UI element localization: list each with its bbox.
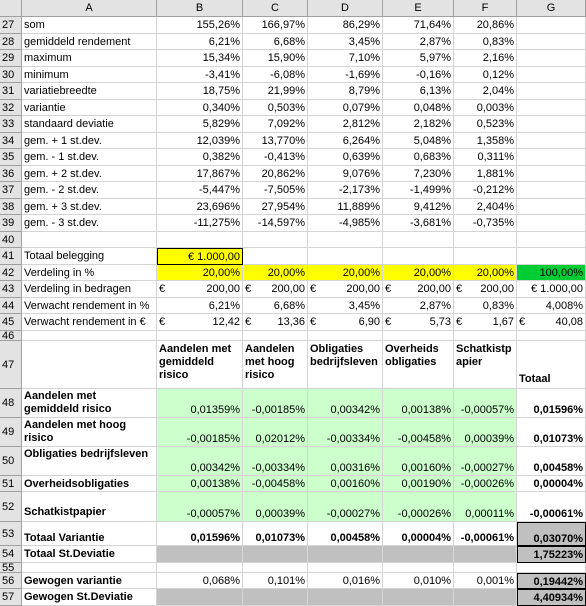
cell-value[interactable]: 20,00% xyxy=(157,265,243,282)
cell-value[interactable]: 15,90% xyxy=(243,50,308,67)
total-cell[interactable] xyxy=(517,314,586,331)
cell-value[interactable]: 9,412% xyxy=(383,199,454,216)
cell-value[interactable]: 2,404% xyxy=(454,199,517,216)
cell-value[interactable]: 20,00% xyxy=(308,265,383,282)
matrix-row-total[interactable]: 0,01596% xyxy=(517,389,586,418)
cell-value[interactable]: -2,173% xyxy=(308,182,383,199)
row-header[interactable]: 28 xyxy=(0,34,22,51)
grey-cell[interactable] xyxy=(243,589,308,606)
row-label[interactable]: gem. + 2 st.dev. xyxy=(22,166,157,183)
row-label[interactable]: Gewogen variantie xyxy=(22,573,157,590)
row-header[interactable]: 46 xyxy=(0,331,22,341)
cell-value[interactable]: 0,639% xyxy=(308,149,383,166)
weighted-variance-total[interactable]: 0,19442% xyxy=(517,573,586,590)
cell-value[interactable]: -0,735% xyxy=(454,215,517,232)
cell-value[interactable] xyxy=(454,281,517,298)
cell-value[interactable]: 0,683% xyxy=(383,149,454,166)
total-variance-sum[interactable]: 0,03070% xyxy=(517,522,586,546)
cell-value[interactable]: -14,597% xyxy=(243,215,308,232)
grey-cell[interactable] xyxy=(383,589,454,606)
row-header[interactable]: 42 xyxy=(0,265,22,282)
grey-cell[interactable] xyxy=(454,546,517,563)
amount: 12,42 xyxy=(212,316,240,328)
matrix-cell[interactable]: 0,00160% xyxy=(308,476,383,493)
matrix-row-total[interactable]: -0,00061% xyxy=(517,492,586,522)
total-cell[interactable] xyxy=(517,83,586,100)
amount: 1,67 xyxy=(492,316,514,328)
matrix-row-label[interactable]: Aandelen met gemiddeld risico xyxy=(22,389,157,418)
row-header[interactable]: 52 xyxy=(0,492,22,522)
empty-cell[interactable] xyxy=(454,563,517,573)
cell-value[interactable]: -0,413% xyxy=(243,149,308,166)
cell-value[interactable]: 21,99% xyxy=(243,83,308,100)
total-cell[interactable] xyxy=(517,67,586,84)
cell-value[interactable]: 6,21% xyxy=(157,34,243,51)
cell-value[interactable]: 0,12% xyxy=(454,67,517,84)
grey-cell[interactable] xyxy=(243,546,308,563)
column-header-c[interactable]: C xyxy=(243,0,308,17)
amount: 13,36 xyxy=(277,316,305,328)
cell-value[interactable]: -4,985% xyxy=(308,215,383,232)
weighted-variance-cell[interactable]: 0,001% xyxy=(454,573,517,590)
row-label[interactable]: Totaal St.Deviatie xyxy=(22,546,157,563)
row-label[interactable]: minimum xyxy=(22,67,157,84)
matrix-cell[interactable]: 0,00190% xyxy=(383,476,454,493)
cell-value[interactable]: 18,75% xyxy=(157,83,243,100)
row-label[interactable]: som xyxy=(22,17,157,34)
cell-value[interactable] xyxy=(383,281,454,298)
row-header[interactable]: 49 xyxy=(0,418,22,447)
cell-value[interactable]: 20,862% xyxy=(243,166,308,183)
row-header[interactable]: 40 xyxy=(0,232,22,249)
cell-value[interactable]: 0,83% xyxy=(454,298,517,315)
cell-value[interactable]: -3,681% xyxy=(383,215,454,232)
matrix-cell[interactable]: -0,00026% xyxy=(454,476,517,493)
cell-value[interactable]: -6,08% xyxy=(243,67,308,84)
empty-cell[interactable] xyxy=(517,232,586,249)
select-all-corner[interactable] xyxy=(0,0,22,17)
row-header[interactable]: 43 xyxy=(0,281,22,298)
cell-value[interactable]: 6,68% xyxy=(243,298,308,315)
total-cell[interactable] xyxy=(517,50,586,67)
cell-value[interactable] xyxy=(157,314,243,331)
cell-value[interactable]: 2,16% xyxy=(454,50,517,67)
euro-sign: € xyxy=(245,283,252,295)
row-label[interactable]: maximum xyxy=(22,50,157,67)
matrix-row-label[interactable]: Schatkistpapier xyxy=(22,492,157,522)
cell-value[interactable]: -5,447% xyxy=(157,182,243,199)
total-cell[interactable] xyxy=(517,182,586,199)
cell-value[interactable]: 20,00% xyxy=(243,265,308,282)
euro-sign: € xyxy=(310,316,317,328)
row-label[interactable]: Verwacht rendement in € xyxy=(22,314,157,331)
amount: 200,00 xyxy=(480,283,514,295)
cell-value[interactable]: 71,64% xyxy=(383,17,454,34)
cell-value[interactable] xyxy=(308,281,383,298)
cell-value[interactable]: 7,092% xyxy=(243,116,308,133)
matrix-row-label[interactable]: Overheidsobligaties xyxy=(22,476,157,493)
total-cell[interactable] xyxy=(517,133,586,150)
row-header[interactable]: 30 xyxy=(0,67,22,84)
cell-value[interactable]: 20,00% xyxy=(454,265,517,282)
total-cell[interactable]: 100,00% xyxy=(517,265,586,282)
empty-cell[interactable] xyxy=(383,232,454,249)
row-label[interactable]: variatiebreedte xyxy=(22,83,157,100)
empty-cell[interactable] xyxy=(517,331,586,341)
matrix-cell[interactable]: -0,00334% xyxy=(308,418,383,447)
row-header[interactable]: 50 xyxy=(0,447,22,476)
total-cell[interactable]: 4,008% xyxy=(517,298,586,315)
cell-value[interactable]: 12,039% xyxy=(157,133,243,150)
column-header-a[interactable]: A xyxy=(22,0,157,17)
row-header[interactable]: 32 xyxy=(0,100,22,117)
cell-value[interactable] xyxy=(157,281,243,298)
matrix-cell[interactable]: 0,00316% xyxy=(308,447,383,476)
matrix-cell[interactable]: -0,00458% xyxy=(383,418,454,447)
matrix-cell[interactable]: -0,00057% xyxy=(454,389,517,418)
row-label[interactable]: standaard deviatie xyxy=(22,116,157,133)
cell-value[interactable]: 15,34% xyxy=(157,50,243,67)
row-label[interactable]: variantie xyxy=(22,100,157,117)
empty-cell[interactable] xyxy=(243,563,308,573)
total-variance-cell[interactable]: 0,00004% xyxy=(383,522,454,546)
matrix-cell[interactable]: -0,00027% xyxy=(308,492,383,522)
empty-cell[interactable] xyxy=(243,331,308,341)
column-header-f[interactable]: F xyxy=(454,0,517,17)
row-header[interactable]: 39 xyxy=(0,215,22,232)
empty-cell[interactable] xyxy=(308,331,383,341)
matrix-column-header[interactable]: Obligaties bedrijfsleven xyxy=(308,341,383,389)
empty-cell[interactable] xyxy=(454,232,517,249)
cell-value[interactable]: -0,16% xyxy=(383,67,454,84)
row-label[interactable]: Gewogen St.Deviatie xyxy=(22,589,157,606)
empty-cell[interactable] xyxy=(157,563,243,573)
amount: 6,90 xyxy=(358,316,380,328)
matrix-cell[interactable]: -0,00458% xyxy=(243,476,308,493)
total-cell[interactable] xyxy=(517,149,586,166)
grey-cell[interactable] xyxy=(157,589,243,606)
matrix-cell[interactable]: -0,00185% xyxy=(243,389,308,418)
empty-cell[interactable] xyxy=(22,331,157,341)
cell-value[interactable]: 166,97% xyxy=(243,17,308,34)
row-label[interactable]: gem. + 3 st.dev. xyxy=(22,199,157,216)
cell-value[interactable]: 8,79% xyxy=(308,83,383,100)
euro-sign: € xyxy=(385,316,392,328)
row-header[interactable]: 41 xyxy=(0,248,22,265)
row-label[interactable]: gem. - 2 st.dev. xyxy=(22,182,157,199)
matrix-cell[interactable]: -0,00027% xyxy=(454,447,517,476)
total-cell[interactable] xyxy=(517,215,586,232)
empty-cell[interactable] xyxy=(454,248,517,265)
row-header[interactable]: 33 xyxy=(0,116,22,133)
cell-value[interactable] xyxy=(454,314,517,331)
cell-value[interactable]: 86,29% xyxy=(308,17,383,34)
row-label[interactable]: Verdeling in bedragen xyxy=(22,281,157,298)
row-label[interactable]: Totaal Variantie xyxy=(22,522,157,546)
total-variance-cell[interactable]: 0,01073% xyxy=(243,522,308,546)
row-header[interactable]: 44 xyxy=(0,298,22,315)
weighted-variance-cell[interactable]: 0,010% xyxy=(383,573,454,590)
matrix-cell[interactable]: 0,00342% xyxy=(308,389,383,418)
cell-value[interactable]: 5,829% xyxy=(157,116,243,133)
cell-value[interactable]: 0,079% xyxy=(308,100,383,117)
matrix-cell[interactable]: 0,01359% xyxy=(157,389,243,418)
empty-cell[interactable] xyxy=(243,248,308,265)
row-header[interactable]: 31 xyxy=(0,83,22,100)
row-label[interactable]: Verdeling in % xyxy=(22,265,157,282)
matrix-cell[interactable]: 0,00138% xyxy=(383,389,454,418)
grey-cell[interactable] xyxy=(308,546,383,563)
cell-value[interactable]: 6,21% xyxy=(157,298,243,315)
cell-value[interactable]: -3,41% xyxy=(157,67,243,84)
cell-value[interactable]: 0,503% xyxy=(243,100,308,117)
matrix-cell[interactable]: -0,00185% xyxy=(157,418,243,447)
matrix-row-label[interactable]: Aandelen met hoog risico xyxy=(22,418,157,447)
cell-value[interactable]: 155,26% xyxy=(157,17,243,34)
weighted-variance-cell[interactable]: 0,016% xyxy=(308,573,383,590)
row-header[interactable]: 57 xyxy=(0,589,22,606)
grey-cell[interactable] xyxy=(454,589,517,606)
cell-value[interactable]: -1,499% xyxy=(383,182,454,199)
matrix-row-label[interactable]: Obligaties bedrijfsleven xyxy=(22,447,157,476)
cell-value[interactable] xyxy=(308,314,383,331)
row-header[interactable]: 34 xyxy=(0,133,22,150)
matrix-cell[interactable]: 0,00138% xyxy=(157,476,243,493)
amount: 200,00 xyxy=(417,283,451,295)
empty-cell[interactable] xyxy=(308,248,383,265)
empty-cell[interactable] xyxy=(243,232,308,249)
weighted-variance-cell[interactable]: 0,068% xyxy=(157,573,243,590)
empty-cell[interactable] xyxy=(308,232,383,249)
euro-sign: € xyxy=(159,283,166,295)
grey-cell[interactable] xyxy=(157,546,243,563)
matrix-column-header[interactable]: Aandelen met hoog risico xyxy=(243,341,308,389)
row-header[interactable]: 53 xyxy=(0,522,22,546)
total-cell[interactable] xyxy=(517,100,586,117)
empty-cell[interactable] xyxy=(157,331,243,341)
cell-value[interactable]: 6,13% xyxy=(383,83,454,100)
cell-value[interactable]: 7,230% xyxy=(383,166,454,183)
amount: 200,00 xyxy=(206,283,240,295)
matrix-cell[interactable]: 0,00342% xyxy=(157,447,243,476)
empty-cell[interactable] xyxy=(157,232,243,249)
cell-value[interactable]: -0,212% xyxy=(454,182,517,199)
total-variance-cell[interactable]: 0,01596% xyxy=(157,522,243,546)
cell-value[interactable]: 6,264% xyxy=(308,133,383,150)
empty-cell[interactable] xyxy=(22,341,157,389)
euro-sign: € xyxy=(456,316,463,328)
matrix-row-total[interactable]: 0,00458% xyxy=(517,447,586,476)
cell-value[interactable]: 0,523% xyxy=(454,116,517,133)
amount: 40,08 xyxy=(555,316,583,328)
euro-sign: € xyxy=(385,283,392,295)
row-header[interactable]: 51 xyxy=(0,476,22,493)
matrix-cell[interactable]: 0,02012% xyxy=(243,418,308,447)
cell-value[interactable]: 0,340% xyxy=(157,100,243,117)
matrix-cell[interactable]: -0,00026% xyxy=(383,492,454,522)
row-header[interactable]: 54 xyxy=(0,546,22,563)
total-cell[interactable] xyxy=(517,199,586,216)
empty-cell[interactable] xyxy=(517,563,586,573)
total-cell[interactable] xyxy=(517,34,586,51)
row-label[interactable]: gem. + 1 st.dev. xyxy=(22,133,157,150)
empty-cell[interactable] xyxy=(383,248,454,265)
row-header[interactable]: 47 xyxy=(0,341,22,389)
row-label[interactable]: Totaal belegging xyxy=(22,248,157,265)
column-header-e[interactable]: E xyxy=(383,0,454,17)
matrix-column-header[interactable]: Schatkistp apier xyxy=(454,341,517,389)
total-variance-cell[interactable]: -0,00061% xyxy=(454,522,517,546)
cell-value[interactable]: 5,048% xyxy=(383,133,454,150)
matrix-cell[interactable]: 0,00039% xyxy=(243,492,308,522)
cell-value[interactable]: 7,10% xyxy=(308,50,383,67)
cell-value[interactable]: 0,83% xyxy=(454,34,517,51)
row-label[interactable]: Verwacht rendement in % xyxy=(22,298,157,315)
weighted-variance-cell[interactable]: 0,101% xyxy=(243,573,308,590)
total-stdev[interactable]: 1,75223% xyxy=(517,546,586,563)
row-header[interactable]: 27 xyxy=(0,17,22,34)
cell-value[interactable]: 23,696% xyxy=(157,199,243,216)
grey-cell[interactable] xyxy=(308,589,383,606)
amount: 200,00 xyxy=(271,283,305,295)
cell-value[interactable]: 3,45% xyxy=(308,34,383,51)
matrix-column-header[interactable]: Aandelen met gemiddeld risico xyxy=(157,341,243,389)
cell-value[interactable]: 0,048% xyxy=(383,100,454,117)
euro-sign: € xyxy=(159,316,166,328)
euro-sign: € xyxy=(456,283,463,295)
row-header[interactable]: 45 xyxy=(0,314,22,331)
cell-value[interactable]: -11,275% xyxy=(157,215,243,232)
row-header[interactable]: 55 xyxy=(0,563,22,573)
cell-value[interactable]: 13,770% xyxy=(243,133,308,150)
row-header[interactable]: 56 xyxy=(0,573,22,590)
cell-value[interactable]: 1,358% xyxy=(454,133,517,150)
empty-cell[interactable] xyxy=(454,331,517,341)
matrix-row-total[interactable]: 0,00004% xyxy=(517,476,586,493)
empty-cell[interactable] xyxy=(383,331,454,341)
total-cell[interactable]: € 1.000,00 xyxy=(517,281,586,298)
cell-value[interactable]: 5,97% xyxy=(383,50,454,67)
row-label[interactable]: gemiddeld rendement xyxy=(22,34,157,51)
cell-value[interactable] xyxy=(243,281,308,298)
empty-cell[interactable] xyxy=(383,563,454,573)
amount: 200,00 xyxy=(346,283,380,295)
total-cell[interactable] xyxy=(517,17,586,34)
euro-sign: € xyxy=(519,316,526,328)
matrix-total-header[interactable]: Totaal xyxy=(517,341,586,389)
cell-value[interactable]: -1,69% xyxy=(308,67,383,84)
grey-cell[interactable] xyxy=(383,546,454,563)
matrix-cell[interactable]: -0,00334% xyxy=(243,447,308,476)
matrix-cell[interactable]: 0,00011% xyxy=(454,492,517,522)
column-header-g[interactable]: G xyxy=(517,0,586,17)
matrix-column-header[interactable]: Overheids obligaties xyxy=(383,341,454,389)
cell-value[interactable]: 3,45% xyxy=(308,298,383,315)
total-cell[interactable] xyxy=(517,166,586,183)
empty-cell[interactable] xyxy=(22,232,157,249)
row-header[interactable]: 35 xyxy=(0,149,22,166)
matrix-cell[interactable]: 0,00160% xyxy=(383,447,454,476)
cell-value[interactable]: 0,311% xyxy=(454,149,517,166)
empty-cell[interactable] xyxy=(517,248,586,265)
total-investment-cell[interactable]: € 1.000,00 xyxy=(157,248,243,265)
total-cell[interactable] xyxy=(517,116,586,133)
cell-value[interactable]: 0,382% xyxy=(157,149,243,166)
cell-value[interactable]: 2,04% xyxy=(454,83,517,100)
row-header[interactable]: 37 xyxy=(0,182,22,199)
cell-value[interactable]: 2,87% xyxy=(383,34,454,51)
row-header[interactable]: 29 xyxy=(0,50,22,67)
column-header-d[interactable]: D xyxy=(308,0,383,17)
cell-value[interactable]: 1,881% xyxy=(454,166,517,183)
cell-value[interactable]: 9,076% xyxy=(308,166,383,183)
cell-value[interactable]: -7,505% xyxy=(243,182,308,199)
matrix-cell[interactable]: -0,00057% xyxy=(157,492,243,522)
cell-value[interactable] xyxy=(243,314,308,331)
cell-value[interactable]: 27,954% xyxy=(243,199,308,216)
cell-value[interactable]: 11,889% xyxy=(308,199,383,216)
cell-value[interactable]: 20,86% xyxy=(454,17,517,34)
row-label[interactable]: gem. - 1 st.dev. xyxy=(22,149,157,166)
weighted-stdev-total[interactable]: 4,40934% xyxy=(517,589,586,606)
amount: 5,73 xyxy=(429,316,451,328)
cell-value[interactable]: 17,867% xyxy=(157,166,243,183)
row-header[interactable]: 38 xyxy=(0,199,22,216)
row-label[interactable]: gem. - 3 st.dev. xyxy=(22,215,157,232)
matrix-row-total[interactable]: 0,01073% xyxy=(517,418,586,447)
empty-cell[interactable] xyxy=(308,563,383,573)
row-header[interactable]: 36 xyxy=(0,166,22,183)
empty-cell[interactable] xyxy=(22,563,157,573)
cell-value[interactable]: 20,00% xyxy=(383,265,454,282)
cell-value[interactable]: 2,182% xyxy=(383,116,454,133)
column-header-b[interactable]: B xyxy=(157,0,243,17)
row-header[interactable]: 48 xyxy=(0,389,22,418)
cell-value[interactable] xyxy=(383,314,454,331)
cell-value[interactable]: 2,812% xyxy=(308,116,383,133)
cell-value[interactable]: 0,003% xyxy=(454,100,517,117)
euro-sign: € xyxy=(310,283,317,295)
total-variance-cell[interactable]: 0,00458% xyxy=(308,522,383,546)
cell-value[interactable]: 6,68% xyxy=(243,34,308,51)
cell-value[interactable]: 2,87% xyxy=(383,298,454,315)
euro-sign: € xyxy=(245,316,252,328)
matrix-cell[interactable]: 0,00039% xyxy=(454,418,517,447)
